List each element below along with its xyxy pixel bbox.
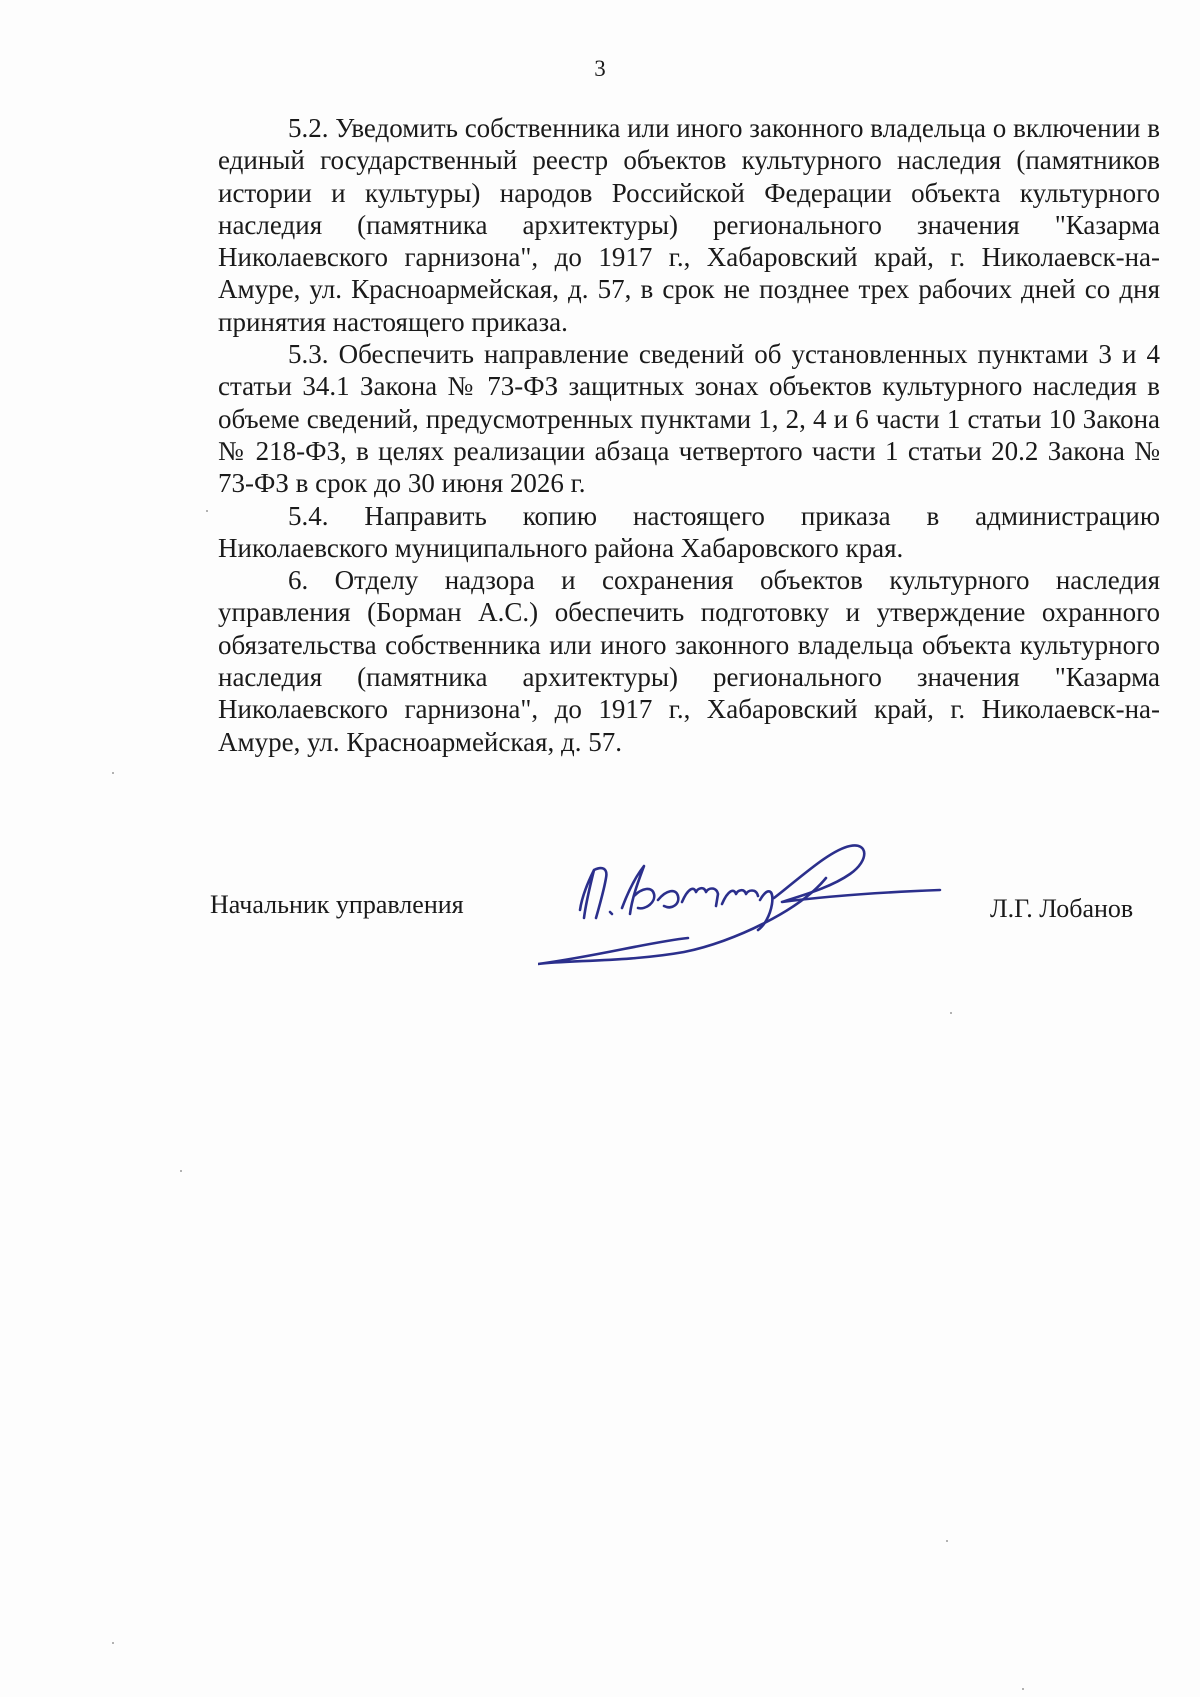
signer-name: Л.Г. Лобанов [990, 894, 1134, 923]
document-body [218, 112, 1160, 758]
signer-position: Начальник управления [210, 890, 464, 919]
paragraph-6: 6. Отделу надзора и сохранения объектов культурного наследия управления (Борман А.С.) обеспечить подготовку и утверждение охранного обязательства собственника или иного законного владельца объекта культурного наследия (памятника архитектуры) регионального значения "Казарма Николаевского гарнизона", до 1917 г., Хабаровский край, г. Николаевск-на-Амуре, ул. Красноармейская, д. 57. [218, 565, 1160, 757]
scan-speck [950, 1012, 952, 1014]
paragraph-5-2: 5.2. Уведомить собственника или иного законного владельца о включении в единый государственный реестр объектов культурного наследия (памятников истории и культуры) народов Российской Федерации объекта культурного наследия (памятника архитектуры) регионального значения "Казарма Николаевского гарнизона", до 1917 г., Хабаровский край, г. Николаевск-на-Амуре, ул. Красноармейская, д. 57, в срок не позднее трех рабочих дней со дня принятия настоящего приказа. [218, 113, 1160, 337]
handwritten-signature [538, 830, 958, 980]
scan-speck [206, 510, 208, 512]
scan-speck [112, 772, 114, 774]
paragraph-5-3: 5.3. Обеспечить направление сведений об установленных пунктами 3 и 4 статьи 34.1 Закона № 73-ФЗ защитных зонах объектов культурного наследия в объеме сведений, предусмотренных пунктами 1, 2, 4 и 6 части 1 статьи 10 Закона № 218-ФЗ, в целях реализации абзаца четвертого части 1 статьи 20.2 Закона № 73-ФЗ в срок до 30 июня 2026 г. [218, 339, 1160, 499]
scan-speck [1022, 1688, 1024, 1690]
page-number: 3 [594, 56, 606, 81]
scan-speck [112, 1642, 114, 1644]
paragraph-5-4: 5.4. Направить копию настоящего приказа в администрацию Николаевского муниципального района Хабаровского края. [218, 500, 1160, 563]
scan-speck [180, 1170, 182, 1172]
scan-speck [946, 1540, 948, 1542]
signature-block [0, 830, 1200, 990]
